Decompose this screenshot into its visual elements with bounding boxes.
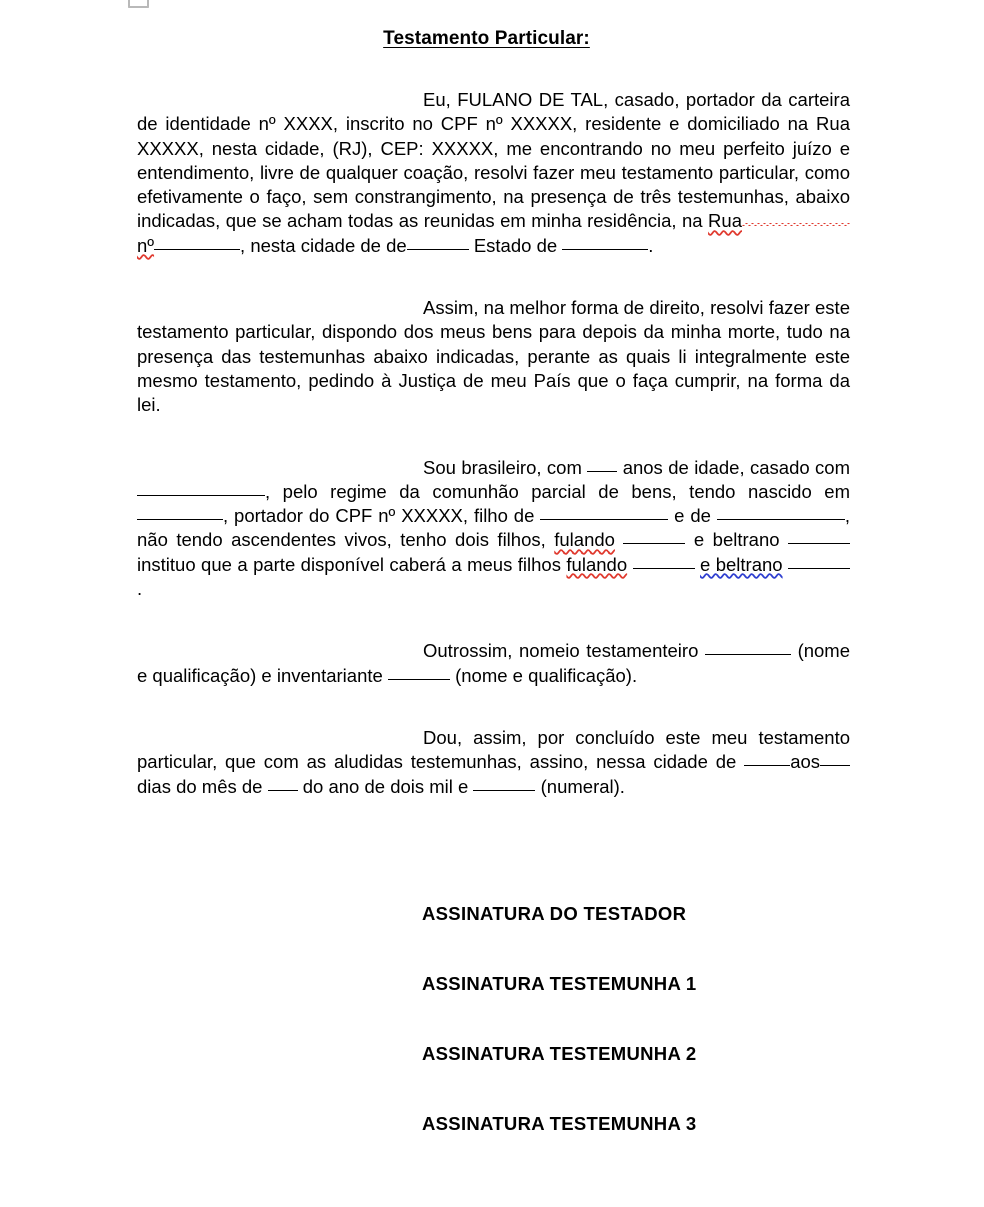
paragraph-2: [137, 296, 850, 417]
paragraph-4-s1: Outrossim, nomeio testamenteiro: [423, 640, 699, 662]
blank-filho-1: [623, 530, 685, 544]
misspelled-rua: Rua: [708, 210, 742, 232]
blank-ano: [473, 777, 535, 791]
paragraph-4-s2: (nome e qualificação) e inventariante: [137, 640, 851, 686]
paragraph-3-period: .: [137, 578, 143, 600]
paragraph-5: [137, 726, 850, 799]
page-title-text: Testamento Particular:: [383, 28, 590, 49]
signature-block: [422, 903, 842, 1183]
paragraph-5-s4: do ano de dois mil e: [302, 775, 469, 797]
misspelled-fulando-2: fulando: [566, 553, 628, 575]
paragraph-5-s5: (numeral).: [540, 775, 625, 797]
paragraph-1-period: .: [648, 234, 654, 256]
misspelled-fulando-1: fulando: [554, 529, 615, 551]
grammar-e-beltrano: e beltrano: [700, 553, 783, 575]
paragraph-5-s1: Dou, assim, por concluído este meu testamento particular, que com as aludidas testemunhas, assino, nessa cidade de: [137, 726, 850, 773]
paragraph-4-s3: (nome e qualificação).: [455, 664, 638, 686]
blank-conjuge: [137, 482, 265, 496]
blank-nascimento: [137, 506, 223, 520]
signature-testemunha-1: ASSINATURA TESTEMUNHA 1: [422, 973, 697, 994]
paragraph-1-after-numero: , nesta cidade de: [240, 234, 381, 256]
paragraph-3-s1: Sou brasileiro, com: [423, 456, 582, 478]
spacer-p2-p3: [137, 418, 850, 456]
blank-cidade: [407, 236, 469, 250]
paragraph-3-s4: , portador do CPF nº XXXXX, filho de: [223, 505, 535, 527]
page-title: [137, 0, 850, 50]
paragraph-1-lead: Eu, FULANO DE TAL, casado, portador da carteira de identidade nº XXXX, inscrito no CPF nº XXXXX, residente e domiciliado na Rua XXXXX, nesta cidade, (RJ), CEP: XXXXX, me encontrando no meu perfeito juízo e entendimento, livre de qualquer coação, resolvi fazer meu testamento particular, como efetivamente o faço, sem constrangimento, na presença de três testemunhas, abaixo indicadas, que se acham todas as reunidas em minha residência, na: [137, 89, 850, 232]
paragraph-5-s3: dias do mês de: [137, 775, 263, 797]
blank-inventariante: [388, 666, 450, 680]
spacer-title: [137, 50, 850, 88]
paragraph-3: [137, 456, 850, 602]
blank-filho-2: [788, 530, 850, 544]
paragraph-2-text: Assim, na melhor forma de direito, resolvi fazer este testamento particular, dispondo dos meus bens para depois da minha morte, tudo na presença das testemunhas abaixo indicadas, perante as quais li integralmente este mesmo testamento, pedindo à Justiça de meu País que o faça cumprir, na forma da lei.: [137, 297, 850, 416]
blank-filho-4: [788, 555, 850, 569]
blank-dia: [820, 752, 850, 766]
paragraph-3-s9: instituo que a parte disponível caberá a meus filhos: [137, 553, 561, 575]
blank-estado: [562, 236, 648, 250]
blank-filho-3: [633, 555, 695, 569]
spacer-p3-p4: [137, 601, 850, 639]
blank-rua: [742, 212, 850, 225]
paragraph-1: [137, 88, 850, 258]
misspelled-numero: nº: [137, 234, 155, 256]
document-body: [137, 0, 850, 799]
blank-filiacao-1: [540, 506, 668, 520]
signature-testemunha-2: ASSINATURA TESTEMUNHA 2: [422, 1043, 697, 1064]
paragraph-4: [137, 639, 850, 688]
signature-testemunha-3: ASSINATURA TESTEMUNHA 3: [422, 1113, 697, 1134]
blank-filiacao-2: [717, 506, 845, 520]
spacer-p4-p5: [137, 688, 850, 726]
blank-testamenteiro: [705, 641, 791, 655]
paragraph-5-s2: aos: [790, 751, 821, 773]
paragraph-1-estado-label: Estado de: [473, 234, 558, 256]
paragraph-1-de-label: de: [386, 234, 407, 256]
paragraph-3-s5: e de: [674, 505, 711, 527]
blank-numero: [154, 236, 240, 250]
blank-mes: [268, 777, 298, 791]
blank-cidade-assinatura: [744, 752, 790, 766]
signature-testador: ASSINATURA DO TESTADOR: [422, 903, 687, 924]
blank-idade: [587, 458, 617, 472]
spacer-p1-p2: [137, 258, 850, 296]
paragraph-3-s8: e beltrano: [693, 529, 780, 551]
paragraph-3-s2: anos de idade, casado com: [622, 456, 851, 478]
paragraph-3-s3: , pelo regime da comunhão parcial de bens, tendo nascido em: [265, 480, 850, 502]
paragraph-3-s6: , não tendo ascendentes vivos, tenho dois filhos,: [137, 505, 850, 551]
